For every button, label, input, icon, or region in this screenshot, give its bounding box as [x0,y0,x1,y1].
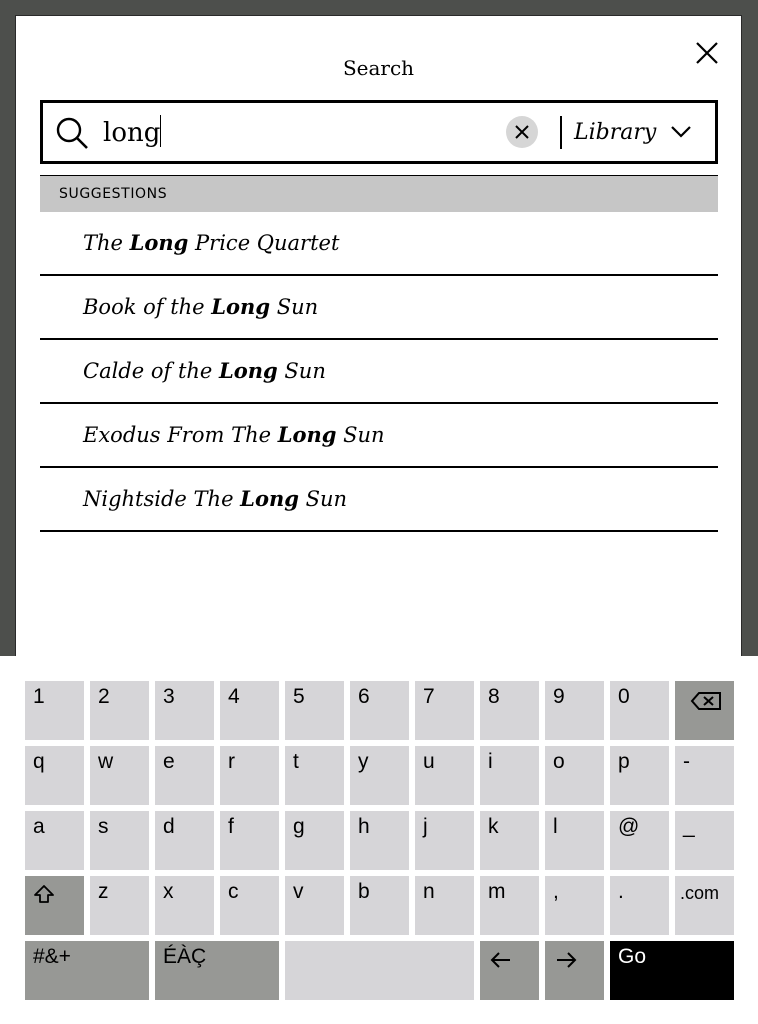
search-dialog [15,15,742,665]
key[interactable] [350,681,409,740]
backspace-key[interactable] [675,681,734,740]
key-label: v [293,880,304,903]
close-button[interactable] [692,38,722,68]
backspace-icon [690,691,722,711]
search-input[interactable] [103,111,483,153]
cursor-left-key[interactable] [480,941,539,1000]
accents-key[interactable] [155,941,279,1000]
suggestion-suffix: Sun [277,359,326,383]
key-label: f [228,815,234,838]
key-label: 4 [228,685,240,708]
suggestion-text [83,294,318,319]
key[interactable] [545,876,604,935]
key-label: - [683,750,690,773]
key-label: m [488,880,506,903]
suggestion-prefix: Nightside The [83,487,241,511]
close-icon [692,38,722,68]
suggestion-item[interactable] [40,340,718,404]
search-divider [560,116,562,149]
suggestion-suffix: Sun [270,295,319,319]
key-label: 2 [98,685,110,708]
key[interactable] [285,811,344,870]
symbols-key[interactable] [25,941,149,1000]
key-label: . [618,880,624,903]
key-label: a [33,815,45,838]
key[interactable] [675,746,734,805]
key-label: ÉÀÇ [163,945,207,968]
suggestions-header [40,175,718,212]
suggestion-suffix: Sun [298,487,348,511]
key-label: 6 [358,685,370,708]
key[interactable] [285,681,344,740]
key[interactable] [155,876,214,935]
arrow-left-icon [490,951,512,969]
shift-key[interactable] [25,876,84,935]
search-scope-dropdown[interactable] [574,103,692,161]
key-label: #&+ [33,945,71,968]
key[interactable] [25,681,84,740]
key-label: , [553,880,559,903]
key-label: 1 [33,685,45,708]
key-label: b [358,880,370,903]
key-label: d [163,815,175,838]
key-label: @ [618,815,640,838]
space-key[interactable] [285,941,474,1000]
key-label: i [488,750,493,773]
go-key[interactable] [610,941,734,1000]
suggestion-text [83,230,339,255]
suggestion-prefix: Book of the [83,295,212,319]
suggestion-match: Long [219,358,278,383]
key[interactable] [415,746,474,805]
key[interactable] [90,681,149,740]
key[interactable] [155,746,214,805]
key-label: k [488,815,499,838]
suggestion-text [83,486,347,511]
key-label: w [98,750,114,773]
key-label: n [423,880,435,903]
key-label: h [358,815,370,838]
key-label: c [228,880,239,903]
key[interactable] [350,811,409,870]
key[interactable] [480,811,539,870]
key[interactable] [480,681,539,740]
key[interactable] [480,876,539,935]
suggestion-match: Long [129,230,189,255]
key[interactable] [350,746,409,805]
key[interactable] [220,876,279,935]
suggestion-match: Long [240,486,299,511]
arrow-right-icon [555,951,577,969]
key-label: g [293,815,305,838]
on-screen-keyboard [0,656,758,1024]
suggestion-item[interactable] [40,276,718,340]
key-label: y [358,750,369,773]
cursor-right-key[interactable] [545,941,604,1000]
key-label: o [553,750,565,773]
key-label: q [33,750,45,773]
suggestions-header-label: SUGGESTIONS [59,186,168,202]
key-label: 5 [293,685,305,708]
key-label: x [163,880,174,903]
chevron-down-icon [670,125,692,139]
clear-icon [515,125,529,139]
key[interactable] [90,746,149,805]
suggestion-item[interactable] [40,468,718,532]
suggestion-text [83,422,385,447]
suggestions-list [40,212,718,532]
suggestion-match: Long [211,294,271,319]
key-label: j [423,815,428,838]
key[interactable] [285,746,344,805]
key[interactable] [25,811,84,870]
key[interactable] [350,876,409,935]
key[interactable] [90,876,149,935]
key[interactable] [415,811,474,870]
key-label: 3 [163,685,175,708]
shift-icon [33,884,55,904]
key[interactable] [480,746,539,805]
suggestion-text [83,358,326,383]
search-query: long [103,118,161,148]
key[interactable] [610,811,669,870]
key-label: .com [680,883,720,903]
key[interactable] [90,811,149,870]
key[interactable] [610,681,669,740]
key[interactable] [545,681,604,740]
key[interactable] [25,746,84,805]
key-label: 8 [488,685,500,708]
key[interactable] [610,746,669,805]
search-box [40,100,718,164]
suggestion-prefix: Calde of the [83,359,220,383]
suggestion-suffix: Price Quartet [188,231,340,255]
key[interactable] [610,876,669,935]
search-icon [55,116,89,150]
key-label: 7 [423,685,435,708]
suggestion-suffix: Sun [336,423,385,447]
key[interactable] [415,876,474,935]
key[interactable] [285,876,344,935]
key-label: e [163,750,175,773]
search-scope-label: Library [574,119,657,145]
clear-search-button[interactable] [506,116,538,148]
suggestion-item[interactable] [40,404,718,468]
key[interactable] [155,681,214,740]
key-label: u [423,750,435,773]
suggestion-match: Long [277,422,337,447]
dotcom-key[interactable] [675,876,734,935]
key[interactable] [220,681,279,740]
key-label: 0 [618,685,630,708]
dialog-title: Search [342,56,415,80]
key[interactable] [220,746,279,805]
key[interactable] [155,811,214,870]
key-label: z [98,880,109,903]
key[interactable] [545,746,604,805]
key[interactable] [220,811,279,870]
key-label: p [618,750,630,773]
key-label: t [293,750,299,773]
key-label: 9 [553,685,565,708]
key[interactable] [545,811,604,870]
suggestion-item[interactable] [40,212,718,276]
key-label: r [228,750,235,773]
key[interactable] [675,811,734,870]
suggestion-prefix: The [83,231,130,255]
key-label: l [553,815,558,838]
key-label: _ [683,815,695,838]
suggestion-prefix: Exodus From The [83,423,278,447]
key[interactable] [415,681,474,740]
key-label: s [98,815,109,838]
key-label: Go [618,945,647,968]
